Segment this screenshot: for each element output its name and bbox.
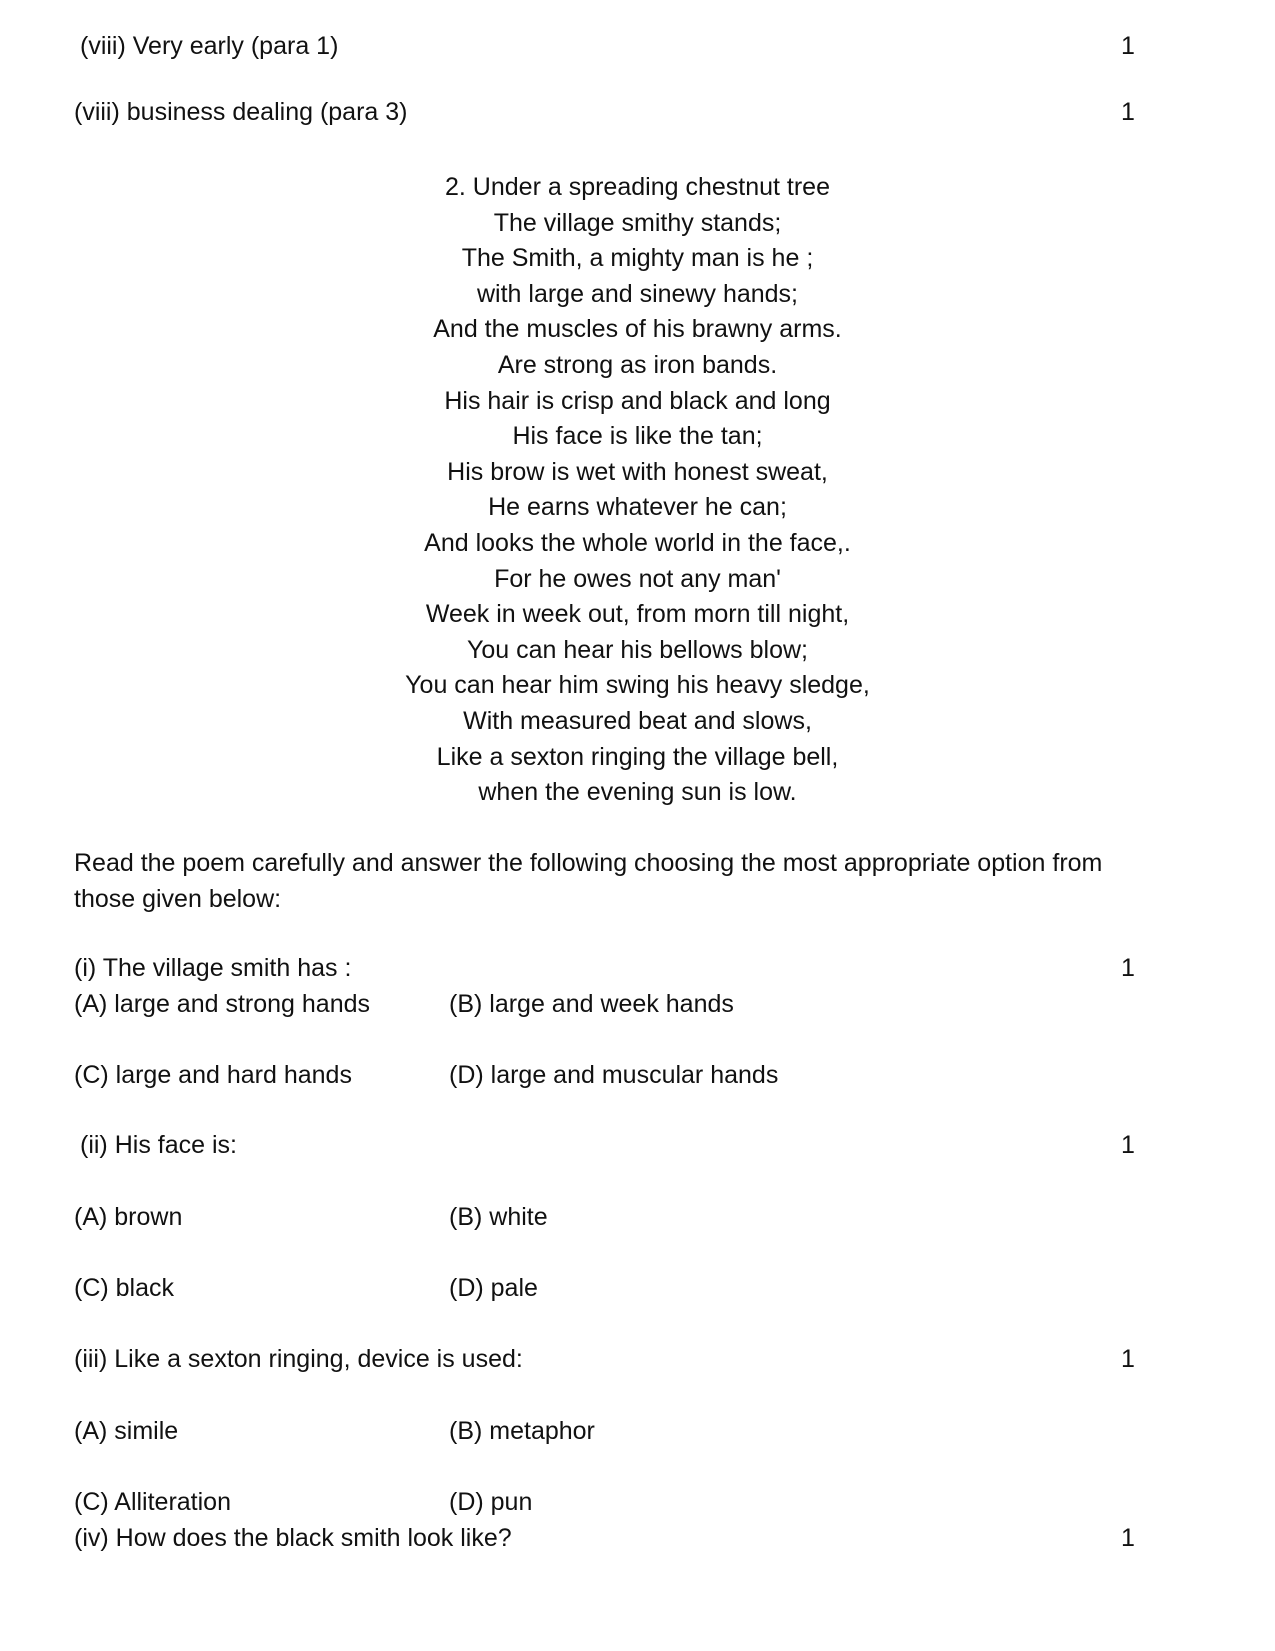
question-1-option-d: (D) large and muscular hands <box>449 1061 779 1089</box>
prev-item-1: (viii) Very early (para 1) <box>80 32 339 60</box>
poem-line: With measured beat and slows, <box>463 706 812 735</box>
poem-line: And looks the whole world in the face,. <box>424 528 851 557</box>
question-2-option-b: (B) white <box>449 1203 548 1231</box>
poem-line: The village smithy stands; <box>493 208 782 237</box>
prev-item-2-marks: 1 <box>1121 98 1135 126</box>
poem-line: You can hear his bellows blow; <box>467 635 808 664</box>
poem-line: when the evening sun is low. <box>478 778 797 807</box>
instruction-line-1: Read the poem carefully and answer the following choosing the most appropriate option from <box>74 849 1103 877</box>
poem-line: 2. Under a spreading chestnut tree <box>445 173 830 201</box>
poem-line: Like a sexton ringing the village bell, <box>436 742 839 771</box>
question-1: (i) The village smith has : <box>74 954 352 982</box>
question-4-marks: 1 <box>1121 1524 1135 1552</box>
poem-line: The Smith, a mighty man is he ; <box>461 244 814 273</box>
poem-line: His face is like the tan; <box>512 422 763 451</box>
question-3-option-a: (A) simile <box>74 1417 179 1445</box>
poem-line: You can hear him swing his heavy sledge, <box>405 671 870 700</box>
question-1-option-c: (C) large and hard hands <box>74 1061 352 1089</box>
question-1-option-b: (B) large and week hands <box>449 990 734 1018</box>
poem-line: For he owes not any man' <box>494 564 781 593</box>
question-3-option-d: (D) pun <box>449 1488 533 1516</box>
question-2-option-a: (A) brown <box>74 1203 183 1231</box>
question-2: (ii) His face is: <box>80 1131 237 1159</box>
poem-line: He earns whatever he can; <box>488 493 787 522</box>
poem-line: Week in week out, from morn till night, <box>425 600 850 629</box>
prev-item-2: (viii) business dealing (para 3) <box>74 98 408 126</box>
question-2-marks: 1 <box>1121 1131 1135 1159</box>
question-3-option-c: (C) Alliteration <box>74 1488 231 1516</box>
question-1-marks: 1 <box>1121 954 1135 982</box>
question-1-option-a: (A) large and strong hands <box>74 990 371 1018</box>
poem-line: with large and sinewy hands; <box>476 279 799 308</box>
poem <box>0 170 1275 811</box>
poem-line: Are strong as iron bands. <box>497 350 778 379</box>
question-3-option-b: (B) metaphor <box>449 1417 595 1445</box>
question-4: (iv) How does the black smith look like? <box>74 1524 512 1552</box>
question-2-option-c: (C) black <box>74 1274 175 1302</box>
question-3: (iii) Like a sexton ringing, device is used: <box>74 1345 523 1373</box>
poem-line: And the muscles of his brawny arms. <box>433 315 842 344</box>
prev-item-1-marks: 1 <box>1121 32 1135 60</box>
question-3-marks: 1 <box>1121 1345 1135 1373</box>
poem-line: His brow is wet with honest sweat, <box>447 457 828 486</box>
question-2-option-d: (D) pale <box>449 1274 538 1302</box>
instruction-line-2: those given below: <box>74 885 282 913</box>
poem-line: His hair is crisp and black and long <box>444 386 831 415</box>
